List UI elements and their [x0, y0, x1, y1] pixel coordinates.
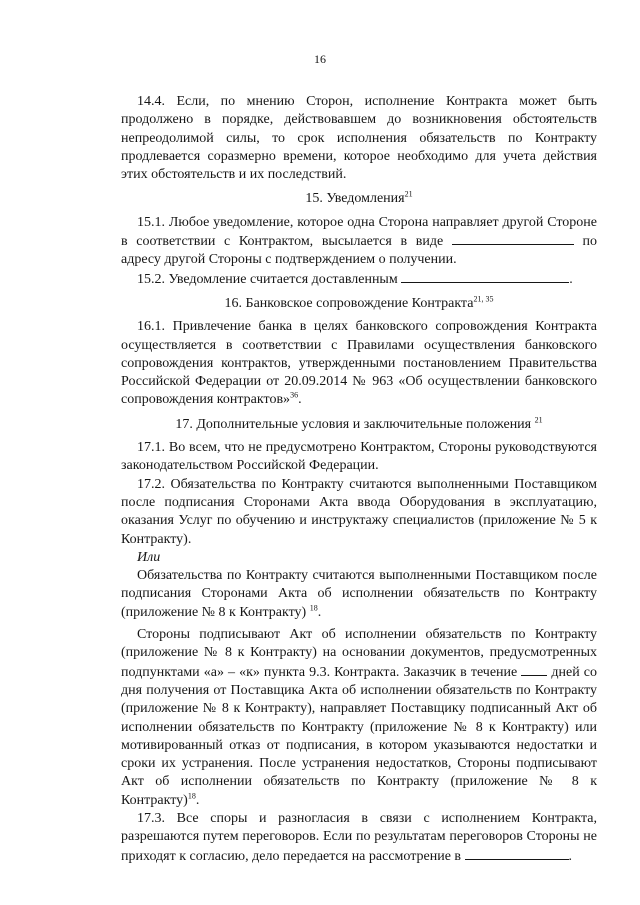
paragraph-15-2-end: . [569, 271, 573, 287]
footnote-ref: 18 [309, 603, 318, 613]
paragraph-signing-text-b: дней со дня получения от Поставщика Акта об исполнении обязательств по Контракту (приложение № 8 к Контракту), направляет Поставщику подписанный Акт об исполнении обязательств по Контракту (приложение № 8 к Контракту) или мотивированный отказ от подписания, в котором указываются недостатки и сроки их устранения. После устранения недостатков, Стороны подписывают Акт об исполнении обязательств по Контракту (приложение № 8 к Контракту) [121, 664, 597, 808]
paragraph-signing-end: . [195, 792, 200, 808]
section-heading-15-text: 15. Уведомления [305, 191, 405, 207]
page-number: 16 [314, 52, 326, 66]
document-body [121, 93, 597, 866]
section-heading-15 [121, 190, 597, 208]
footnote-ref: 21 [534, 415, 543, 425]
footnote-ref: 36 [290, 390, 299, 400]
paragraph-15-1-text: 15.1. Любое уведомление, которое одна Сторона направляет другой Стороне в соответствии с Контрактом, высылается в виде [121, 214, 597, 250]
paragraph-15-1 [121, 214, 597, 270]
fill-in-blank [452, 232, 574, 245]
paragraph-17-1: 17.1. Во всем, что не предусмотрено Контрактом, Стороны руководствуются законодательством Российской Федерации. [121, 440, 597, 474]
paragraph-17-3-end: . [568, 848, 573, 864]
paragraph-15-1-end: по адресу другой Стороны с подтверждением о получении. [121, 234, 597, 268]
paragraph-17-3 [121, 810, 597, 866]
paragraph-16-1 [121, 318, 597, 409]
footnote-ref: 21, 35 [473, 294, 494, 304]
paragraph-17-3-text: 17.3. Все споры и разногласия в связи с исполнением Контракта, разрешаются путем переговоров. Если по результатам переговоров Стороны не приходят к согласию, дело передается на рассмотрение в [121, 810, 597, 864]
footnote-ref: 18 [187, 791, 196, 801]
paragraph-17-2: 17.2. Обязательства по Контракту считаются выполненными Поставщиком после подписания Сторонами Акта ввода Оборудования в эксплуатацию, оказания Услуг по обучению и инструктажу специалистов (приложение № 5 к Контракту). [121, 476, 597, 547]
section-heading-17 [121, 416, 597, 434]
paragraph-alternative [121, 567, 597, 622]
section-heading-17-text: 17. Дополнительные условия и заключительные положения [175, 416, 532, 432]
paragraph-alternative-text: Обязательства по Контракту считаются выполненными Поставщиком после подписания Сторонами Акта об исполнении обязательств по Контракту (приложение № 8 к Контракту) [121, 568, 597, 620]
fill-in-blank [521, 663, 547, 676]
paragraph-alternative-end: . [317, 604, 322, 620]
section-heading-16-text: 16. Банковское сопровождение Контракта [224, 295, 474, 311]
paragraph-signing [121, 626, 597, 810]
section-heading-16 [121, 295, 597, 313]
fill-in-blank [401, 270, 569, 283]
paragraph-signing-text-a: Стороны подписывают Акт об исполнении обязательств по Контракту (приложение № 8 к Контракту) на основании документов, предусмотренных подпунктами «а» – «к» пункта 9.3. Контракта. Заказчик в течение [121, 627, 597, 680]
footnote-ref: 21 [404, 189, 413, 199]
paragraph-14-4: 14.4. Если, по мнению Сторон, исполнение Контракта может быть продолжено в порядке, действовавшем до возникновения обстоятельств непреодолимой силы, то срок исполнения обязательств по Контракту продлевается соразмерно времени, которое необходимо для учета действия этих обстоятельств и их последствий. [121, 94, 597, 183]
paragraph-16-1-text: 16.1. Привлечение банка в целях банковского сопровождения Контракта осуществляется в соответствии с Правилами осуществления банковского сопровождения контрактов, утвержденными постановлением Правительства Российской Федерации от 20.09.2014 № 963 «Об осуществлении банковского сопровождения контрактов» [121, 319, 597, 408]
fill-in-blank [465, 847, 569, 860]
paragraph-15-2-text: 15.2. Уведомление считается доставленным [137, 271, 398, 287]
paragraph-16-1-end: . [298, 392, 302, 408]
alternative-marker: Или [137, 549, 161, 565]
paragraph-15-2 [121, 270, 597, 289]
